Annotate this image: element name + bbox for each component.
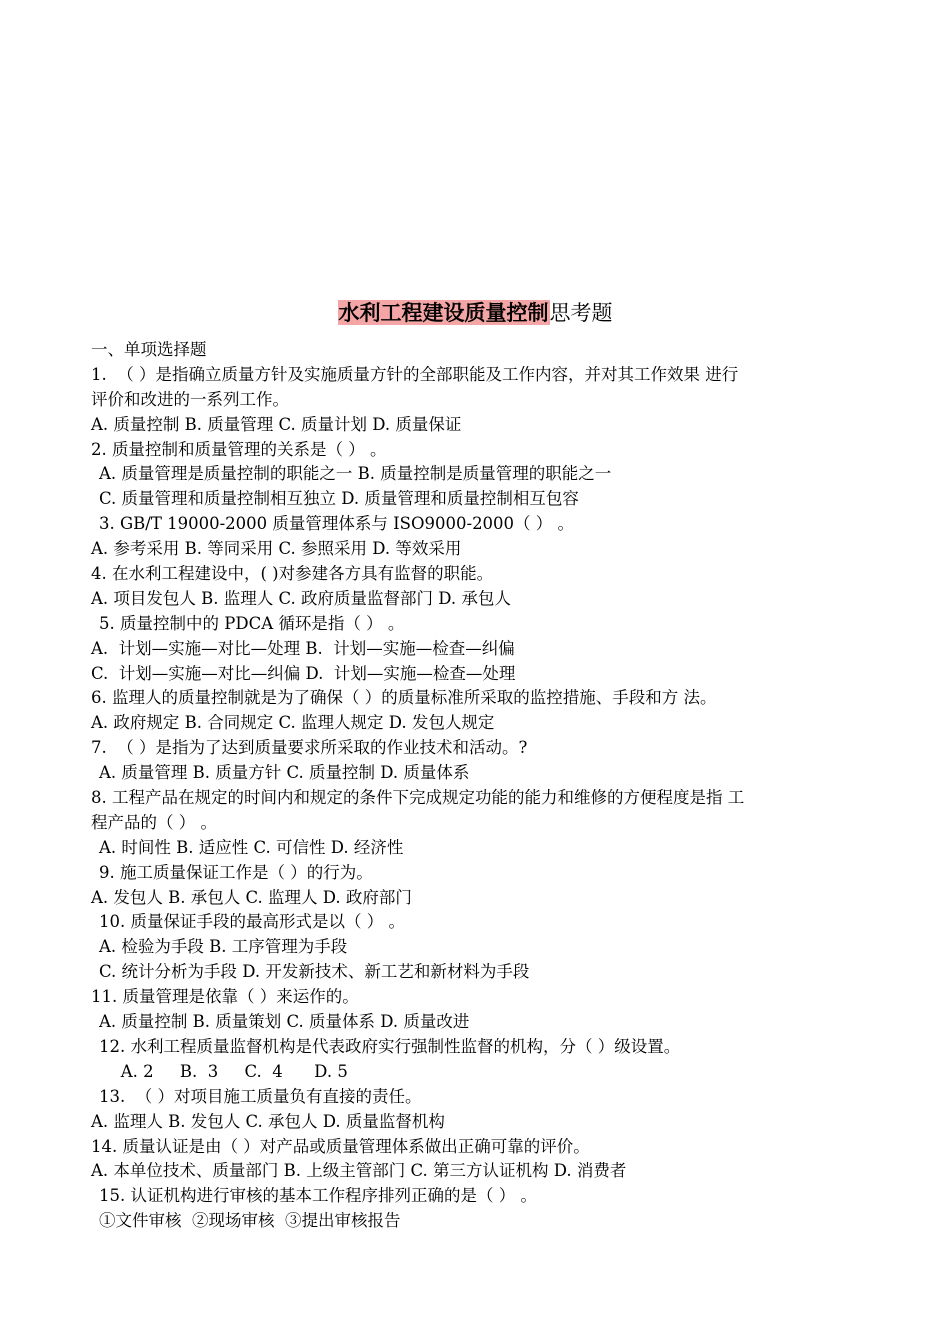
options-6: A. 政府规定 B. 合同规定 C. 监理人规定 D. 发包人规定 [91,713,495,733]
question-13: 13. （ ）对项目施工质量负有直接的责任。 [99,1086,422,1106]
options-8: A. 时间性 B. 适应性 C. 可信性 D. 经济性 [99,837,404,857]
question-6: 6. 监理人的质量控制就是为了确保（ ）的质量标准所采取的监控措施、手段和方 法。 [91,688,717,708]
question-10: 10. 质量保证手段的最高形式是以（ ） 。 [99,912,405,932]
options-7: A. 质量管理 B. 质量方针 C. 质量控制 D. 质量体系 [99,763,470,783]
options-10b: C. 统计分析为手段 D. 开发新技术、新工艺和新材料为手段 [99,962,530,982]
question-list [91,338,881,1234]
title-highlighted: 水利工程建设质量控制 [338,300,549,325]
options-1: A. 质量控制 B. 质量管理 C. 质量计划 D. 质量保证 [91,414,462,434]
options-10a: A. 检验为手段 B. 工序管理为手段 [99,937,348,957]
options-14: A. 本单位技术、质量部门 B. 上级主管部门 C. 第三方认证机构 D. 消费者 [91,1161,627,1181]
options-15: ①文件审核 ②现场审核 ③提出审核报告 [99,1211,401,1231]
question-14: 14. 质量认证是由（ ）对产品或质量管理体系做出正确可靠的评价。 [91,1136,590,1156]
document-title [0,298,950,328]
options-3: A. 参考采用 B. 等同采用 C. 参照采用 D. 等效采用 [91,539,462,559]
question-9: 9. 施工质量保证工作是（ ）的行为。 [99,862,373,882]
title-rest: 思考题 [549,301,613,325]
question-8: 8. 工程产品在规定的时间内和规定的条件下完成规定功能的能力和维修的方便程度是指 工 [91,788,745,808]
options-13: A. 监理人 B. 发包人 C. 承包人 D. 质量监督机构 [91,1111,445,1131]
question-2: 2. 质量控制和质量管理的关系是（ ） 。 [91,439,387,459]
options-5b: C. 计划—实施—对比—纠偏 D. 计划—实施—检查—处理 [91,663,516,683]
options-2a: A. 质量管理是质量控制的职能之一 B. 质量控制是质量管理的职能之一 [99,464,612,484]
options-12: A. 2 B. 3 C. 4 D. 5 [105,1061,348,1081]
options-9: A. 发包人 B. 承包人 C. 监理人 D. 政府部门 [91,887,412,907]
question-1-cont: 评价和改进的一系列工作。 [91,389,289,409]
question-7: 7. （ ）是指为了达到质量要求所采取的作业技术和活动。? [91,738,528,758]
question-5: 5. 质量控制中的 PDCA 循环是指（ ） 。 [99,613,405,633]
options-4: A. 项目发包人 B. 监理人 C. 政府质量监督部门 D. 承包人 [91,588,511,608]
options-5a: A. 计划—实施—对比—处理 B. 计划—实施—检查—纠偏 [91,638,515,658]
question-4: 4. 在水利工程建设中，( )对参建各方具有监督的职能。 [91,564,494,584]
section-heading: 一、单项选择题 [91,340,207,359]
question-8-cont: 程产品的（ ） 。 [91,812,217,832]
options-2b: C. 质量管理和质量控制相互独立 D. 质量管理和质量控制相互包容 [99,489,579,509]
question-3: 3. GB/T 19000-2000 质量管理体系与 ISO9000-2000（ ） 。 [99,514,575,534]
question-11: 11. 质量管理是依靠（ ）来运作的。 [91,987,359,1007]
question-1: 1. （ ）是指确立质量方针及实施质量方针的全部职能及工作内容，并对其工作效果 进行 [91,364,739,384]
question-12: 12. 水利工程质量监督机构是代表政府实行强制性监督的机构，分（ ）级设置。 [99,1036,681,1056]
options-11: A. 质量控制 B. 质量策划 C. 质量体系 D. 质量改进 [99,1012,470,1032]
question-15: 15. 认证机构进行审核的基本工作程序排列正确的是（ ） 。 [99,1186,537,1206]
